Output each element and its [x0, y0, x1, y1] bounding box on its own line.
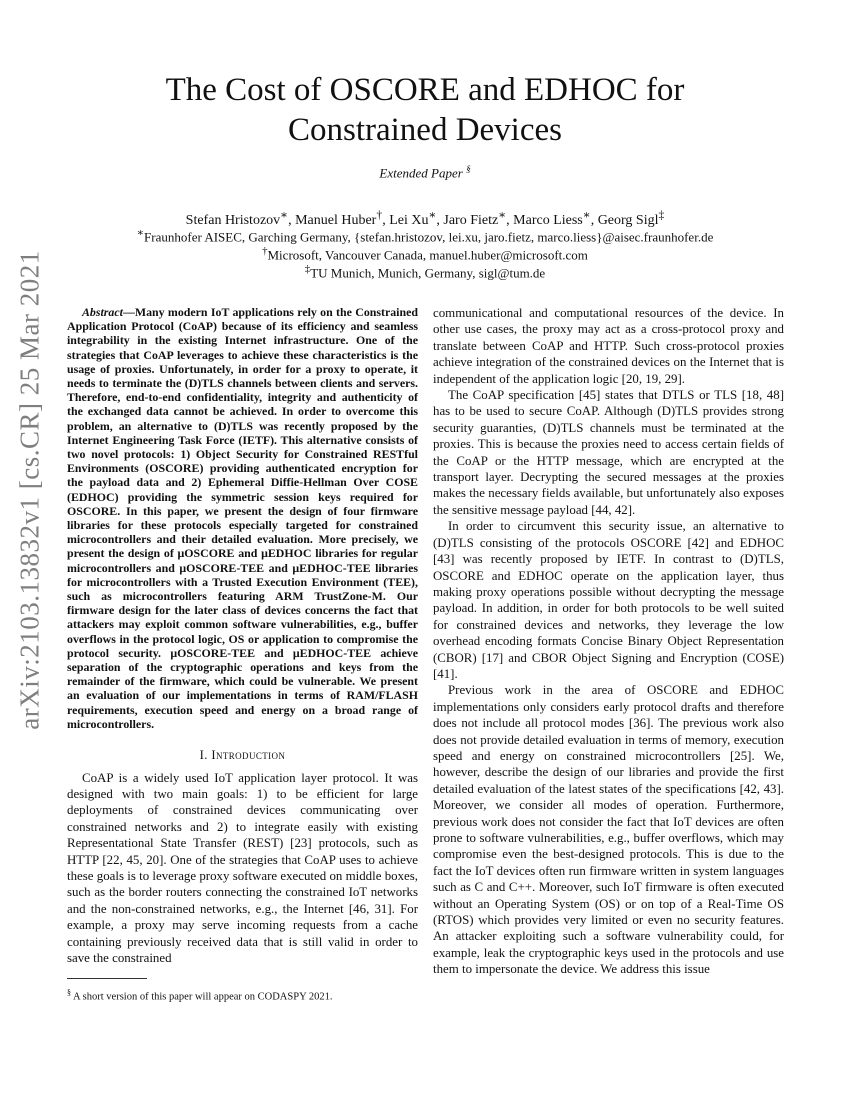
- footnote-mark: §: [67, 988, 71, 997]
- affiliation-line: †Microsoft, Vancouver Canada, manuel.huber@microsoft.com: [262, 245, 588, 263]
- title-line-1: The Cost of OSCORE and EDHOC for: [165, 72, 685, 108]
- footnote: [67, 988, 418, 1003]
- arxiv-stamp: [10, 250, 50, 730]
- subtitle: [0, 164, 850, 181]
- paragraph: CoAP is a widely used IoT application layer protocol. It was designed with two main goals: 1) to be efficient for large deployments of constrained devices communicating over constrained networks and 2) to integrate easily with existing Representational State Transfer (REST) [23] protocols, such as HTTP [22, 45, 20]. One of the strategies that CoAP uses to achieve these goals is to leverage proxy software executed on middle boxes, such as the border routers connecting the constrained IoT networks and the non-constrained networks, e.g., the Internet [46, 31]. For example, a proxy may serve incoming requests from a cache containing previously received data that is still valid in order to save the constrained: [67, 770, 418, 965]
- footnote-text: A short version of this paper will appear on CODASPY 2021.: [73, 991, 333, 1003]
- paper-title: [0, 70, 850, 150]
- left-column: [67, 305, 418, 966]
- author: Stefan Hristozov∗,: [185, 208, 296, 228]
- paragraph: The CoAP specification [45] states that DTLS or TLS [18, 48] has to be used to secure CoAP. Although (D)TLS provides strong security guaranties, (D)TLS channels must be terminated at the proxies. This is because the proxies need to access certain fields of the CoAP or the HTTP message, which are encrypted at the transport layer. Decrypting the secured messages at the proxies makes the necessary fields available, but unfortunately also exposes the sensitive message payload [44, 42].: [433, 388, 784, 517]
- subtitle-footnote-mark: §: [466, 164, 471, 174]
- affiliation-line: ∗Fraunhofer AISEC, Garching Germany, {stefan.hristozov, lei.xu, jaro.fietz, marco.liess}@aisec.fraunhofer.de: [136, 227, 714, 245]
- right-column: [433, 305, 784, 978]
- abstract: [67, 305, 418, 731]
- paragraph: In order to circumvent this security issue, an alternative to (D)TLS consisting of the protocols OSCORE [42] and EDHOC [43] was recently proposed by IETF. In contrast to (D)TLS, OSCORE and EDHOC operate on the application layer, thus making proxy operations possible without decrypting the message payload. In addition, in order for both protocols to be well suited for constrained devices and networks, they leverage the low overhead encoding formats Concise Binary Object Representation (CBOR) [17] and CBOR Object Signing and Encryption (COSE) [41].: [433, 519, 784, 681]
- author: Jaro Fietz∗,: [443, 208, 514, 228]
- section-heading: I. Introduction: [199, 748, 286, 763]
- affiliation-line: ‡TU Munich, Munich, Germany, sigl@tum.de: [304, 263, 546, 281]
- author: Lei Xu∗,: [389, 208, 444, 228]
- paragraph: communicational and computational resources of the device. In other use cases, the proxy may act as a cross-protocol proxy and translate between CoAP and HTTP. Such cross-protocol proxies achieve integration of the constrained devices on the Internet that is independent of the application logic [20, 19, 29].: [433, 306, 784, 386]
- abstract-text: —Many modern IoT applications rely on the Constrained Application Protocol (CoAP) because of its efficiency and seamless integrability in the existing Internet infrastructure. One of the strategies that CoAP leverages to achieve these characteristics is the usage of proxies. Unfortunately, in order for a proxy to operate, it needs to terminate the (D)TLS channels between clients and servers. Therefore, end-to-end confidentiality, integrity and authenticity of the exchanged data cannot be achieved. In order to overcome this problem, an alternative to (D)TLS was recently proposed by the Internet Engineering Task Force (IETF). This alternative consists of two novel protocols: 1) Object Security for Constrained RESTful Environments (OSCORE) providing authenticated encryption for the payload data and 2) Ephemeral Diffie-Hellman Over COSE (EDHOC) providing the symmetric session keys required for OSCORE. In this paper, we present the design of four firmware libraries for these protocols especially targeted for constrained microcontrollers and their detailed evaluation. More precisely, we present the design of μOSCORE and μEDHOC libraries for regular microcontrollers and μOSCORE-TEE and μEDHOC-TEE libraries for microcontrollers with a Trusted Execution Environment (TEE), such as microcontrollers featuring ARM TrustZone-M. Our firmware design for the later class of devices concerns the fact that attackers may exploit common software vulnerabilities, e.g., buffer overflows in the protocol logic, OS or application to compromise the protocol security. μOSCORE-TEE and μEDHOC-TEE achieve separation of the cryptographic operations and keys from the remainder of the firmware, which could be vulnerable. We present an evaluation of our implementations in terms of RAM/FLASH requirements, execution speed and energy on a broad range of microcontrollers.: [67, 305, 418, 731]
- abstract-label: Abstract: [82, 305, 123, 319]
- paragraph: Previous work in the area of OSCORE and EDHOC implementations only considers early protocol drafts and therefore does not include all protocol modes [36]. The previous work also does not provide detailed evaluation in terms of memory, execution speed and energy on constrained microcontrollers [25]. We, however, describe the design of our libraries and provide the first detailed evaluation of the latest states of the specifications [42, 43]. Moreover, we consider all modes of operation. Furthermore, previous work does not consider the fact that IoT devices are often prone to software vulnerabilities, e.g., buffer overflows, which may compromise even the best-designed protocols. This is due to the fact the IoT devices often run firmware written in system languages such as C and C++. Moreover, such IoT firmware is often executed without an Operating System (OS) or on top of a Real-Time OS (RTOS) which provides very limited or even no security features. An attacker exploiting such a software vulnerability could, for example, leak the cryptographic keys used in the protocols and use them to impersonate the device. We address this issue: [433, 683, 784, 977]
- author: Manuel Huber†,: [295, 208, 390, 228]
- footnote-rule: [67, 978, 147, 979]
- arxiv-identifier: arXiv:2103.13832v1 [cs.CR] 25 Mar 2021: [14, 250, 45, 730]
- title-line-2: Constrained Devices: [287, 112, 562, 148]
- author: Georg Sigl‡: [597, 208, 665, 228]
- author: Marco Liess∗,: [513, 208, 598, 228]
- subtitle-text: Extended Paper: [379, 165, 463, 181]
